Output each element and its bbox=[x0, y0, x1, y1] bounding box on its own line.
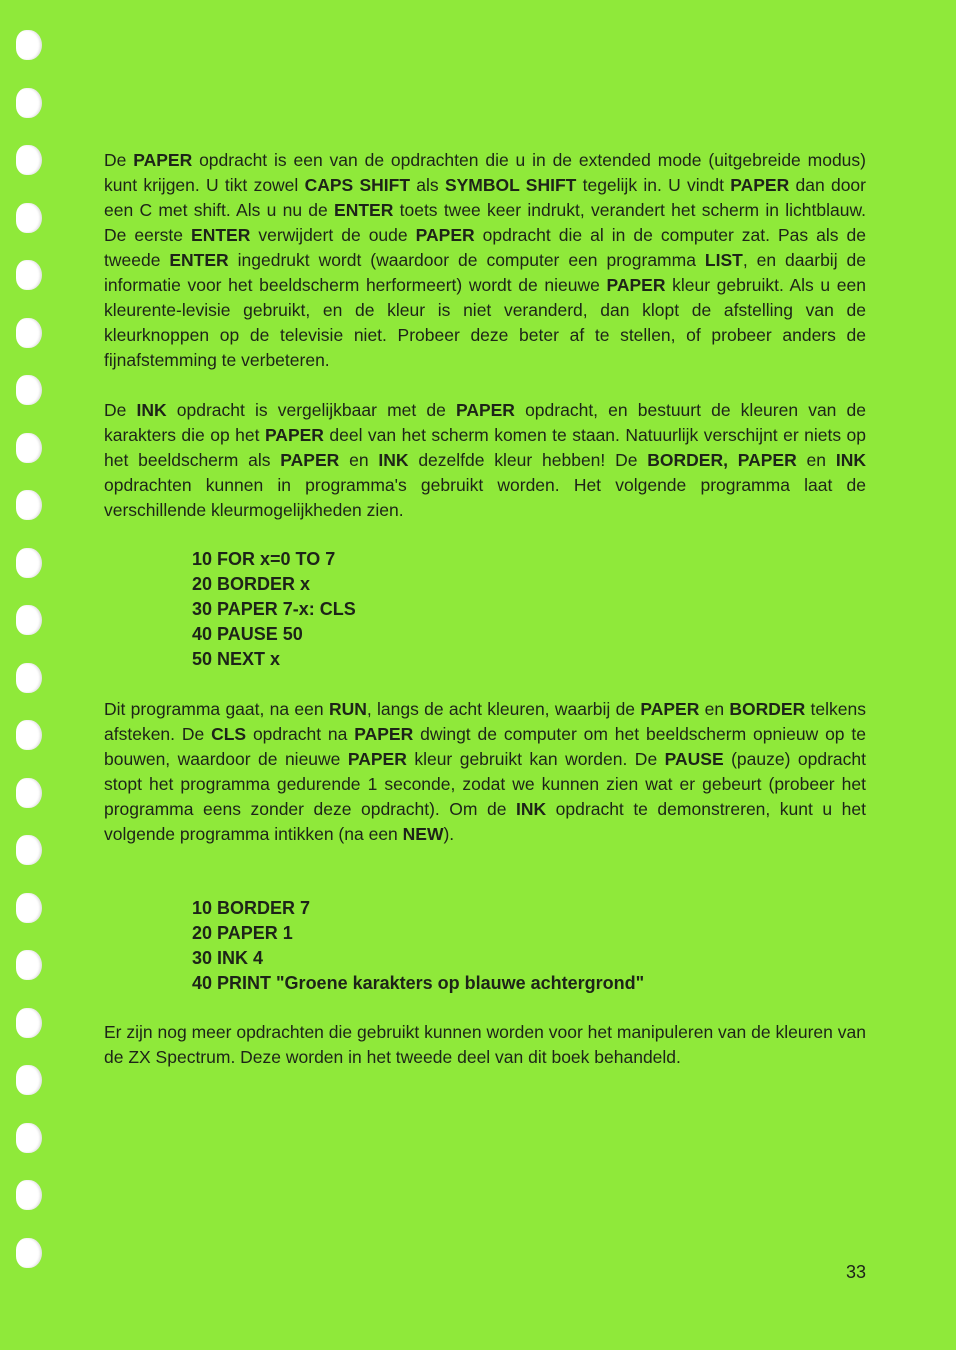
keyword: PAPER bbox=[280, 450, 340, 470]
paragraph-paper-intro bbox=[104, 148, 866, 373]
keyword: ENTER bbox=[191, 225, 251, 245]
paragraph-closing bbox=[104, 1020, 866, 1070]
code-line: 40 PRINT "Groene karakters op blauwe achtergrond" bbox=[192, 973, 645, 993]
keyword: PAPER bbox=[455, 400, 515, 420]
binding-hole bbox=[16, 490, 42, 520]
binding-hole bbox=[16, 203, 42, 233]
binding-hole bbox=[16, 88, 42, 118]
keyword: INK bbox=[835, 450, 866, 470]
keyword: PAPER bbox=[606, 275, 666, 295]
binding-hole bbox=[16, 145, 42, 175]
paragraph-text: De PAPER opdracht is een van de opdrachten die u in de extended mode (uitgebreide modus) kunt krijgen. U tikt zowel CAPS SHIFT als SYMBOL SHIFT tegelijk in. U vindt PAPER dan door een C met shift. Als u nu de ENTER toets twee keer indrukt, verandert het scherm in lichtblauw. De eerste ENTER verwijdert de oude PAPER opdracht die al in de computer zat. Pas als de tweede ENTER ingedrukt wordt (waardoor de computer een programma LIST, en daarbij de informatie voor het beeldscherm herformeert) wordt de nieuwe PAPER kleur gebruikt. Als u een kleurente-levisie gebruikt, en de kleur is niet veranderd, dan klopt de afstelling van de kleurknoppen op de televisie niet. Probeer deze beter af te stellen, of probeer anders de fijnafstemming te verbeteren. bbox=[104, 150, 867, 370]
keyword: NEW bbox=[402, 824, 444, 844]
keyword: SYMBOL SHIFT bbox=[444, 175, 577, 195]
binding-hole bbox=[16, 1008, 42, 1038]
keyword: ENTER bbox=[169, 250, 229, 270]
binding-hole bbox=[16, 720, 42, 750]
code-line: 10 FOR x=0 TO 7 bbox=[192, 549, 336, 569]
code-line: 20 PAPER 1 bbox=[192, 923, 293, 943]
paragraph-text: Er zijn nog meer opdrachten die gebruikt kunnen worden voor het manipuleren van de kleuren van de ZX Spectrum. Deze worden in het tweede deel van dit boek behandeld. bbox=[104, 1022, 866, 1067]
paragraph-ink-intro bbox=[104, 398, 866, 523]
binding-hole bbox=[16, 318, 42, 348]
keyword: PAPER bbox=[415, 225, 475, 245]
code-line: 20 BORDER x bbox=[192, 574, 311, 594]
keyword: PAPER bbox=[133, 150, 193, 170]
binding-hole bbox=[16, 950, 42, 980]
keyword: ENTER bbox=[334, 200, 394, 220]
page-number: 33 bbox=[846, 1262, 867, 1282]
binding-hole bbox=[16, 778, 42, 808]
binding-hole bbox=[16, 548, 42, 578]
binding-holes bbox=[16, 30, 46, 1320]
binding-hole bbox=[16, 433, 42, 463]
binding-hole bbox=[16, 260, 42, 290]
binding-hole bbox=[16, 1065, 42, 1095]
keyword: INK bbox=[516, 799, 547, 819]
code-line: 40 PAUSE 50 bbox=[192, 624, 303, 644]
binding-hole bbox=[16, 1123, 42, 1153]
keyword: PAPER bbox=[347, 749, 407, 769]
code-listing-colors bbox=[192, 547, 356, 672]
keyword: LIST bbox=[704, 250, 743, 270]
keyword: RUN bbox=[328, 699, 367, 719]
keyword: BORDER, PAPER bbox=[647, 450, 797, 470]
code-line: 30 INK 4 bbox=[192, 948, 264, 968]
keyword: CLS bbox=[211, 724, 247, 744]
keyword: PAUSE bbox=[664, 749, 724, 769]
binding-hole bbox=[16, 663, 42, 693]
keyword: PAPER bbox=[640, 699, 700, 719]
binding-hole bbox=[16, 835, 42, 865]
binding-hole bbox=[16, 605, 42, 635]
code-line: 30 PAPER 7-x: CLS bbox=[192, 599, 356, 619]
paragraph-program-explanation bbox=[104, 697, 866, 847]
keyword: PAPER bbox=[264, 425, 324, 445]
binding-hole bbox=[16, 375, 42, 405]
keyword: INK bbox=[136, 400, 167, 420]
binding-hole bbox=[16, 1238, 42, 1268]
keyword: BORDER bbox=[729, 699, 806, 719]
binding-hole bbox=[16, 1180, 42, 1210]
keyword: INK bbox=[378, 450, 409, 470]
code-line: 50 NEXT x bbox=[192, 649, 281, 669]
code-listing-ink bbox=[192, 896, 644, 996]
keyword: PAPER bbox=[730, 175, 790, 195]
paragraph-text: Dit programma gaat, na een RUN, langs de acht kleuren, waarbij de PAPER en BORDER telkens afsteken. De CLS opdracht na PAPER dwingt de computer om het beeldscherm opnieuw op te bouwen, waardoor de nieuwe PAPER kleur gebruikt kan worden. De PAUSE (pauze) opdracht stopt het programma gedurende 1 seconde, zodat we kunnen zien wat er gebeurt (probeer het programma eens zonder deze opdracht). Om de INK opdracht te demonstreren, kunt u het volgende programma intikken (na een NEW). bbox=[104, 699, 866, 844]
paragraph-text: De INK opdracht is vergelijkbaar met de PAPER opdracht, en bestuurt de kleuren van de karakters die op het PAPER deel van het scherm komen te staan. Natuurlijk verschijnt er niets op het beeldscherm als PAPER en INK dezelfde kleur hebben! De BORDER, PAPER en INK opdrachten kunnen in programma's gebruikt worden. Het volgende programma laat de verschillende kleurmogelijkheden zien. bbox=[104, 400, 867, 520]
binding-hole bbox=[16, 893, 42, 923]
code-line: 10 BORDER 7 bbox=[192, 898, 311, 918]
keyword: PAPER bbox=[354, 724, 414, 744]
keyword: CAPS SHIFT bbox=[304, 175, 411, 195]
binding-hole bbox=[16, 30, 42, 60]
